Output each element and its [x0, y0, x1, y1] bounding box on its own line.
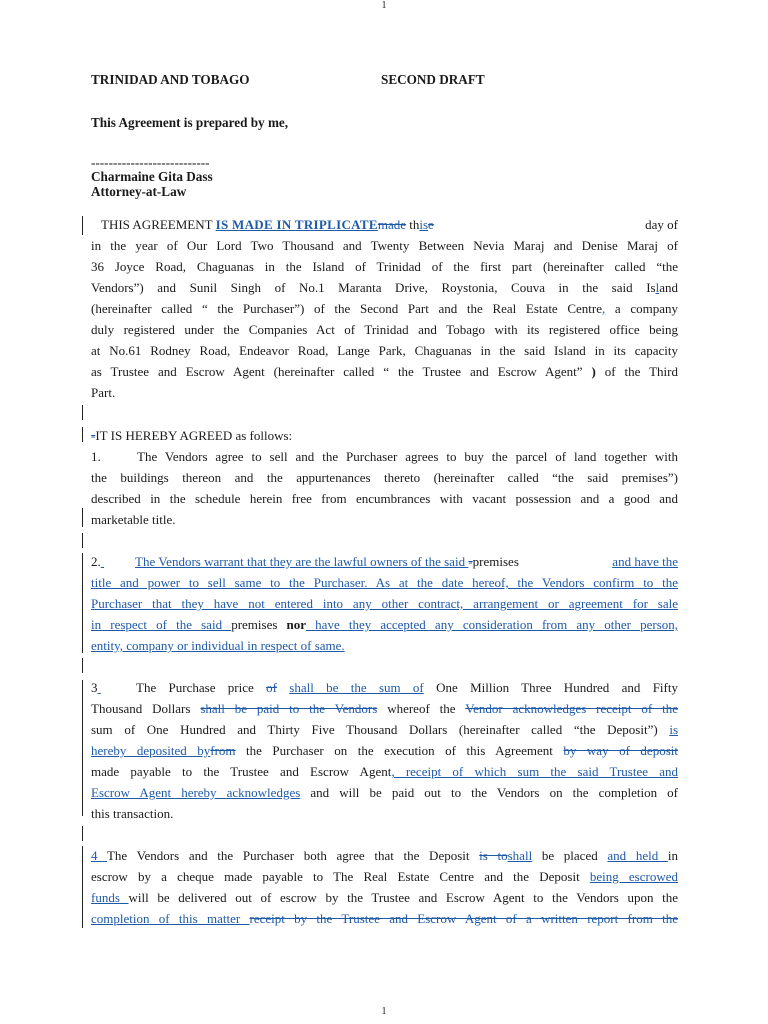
header-draft-label: SECOND DRAFT — [381, 72, 485, 87]
header-country: TRINIDAD AND TOBAGO — [91, 72, 250, 87]
clause-4-line-1: 4 The Vendors and the Purchaser both agree that the Deposit is toshall be placed and held in — [91, 848, 679, 863]
clause-1-line-3: described in the schedule herein free from encumbrances with vacant possession and a good and — [91, 491, 678, 506]
attorney-title: Attorney-at-Law — [91, 184, 187, 199]
clause-3-line-1: 3 The Purchase price of shall be the sum of One Million Three Hundred and Fifty — [91, 677, 678, 698]
clause-1-line-2: the buildings thereon and the appurtenances thereto (hereinafter called “the said premises”) — [91, 470, 678, 485]
intro-line-3: 36 Joyce Road, Chaguanas in the Island of Trinidad of the first part (hereinafter called “the — [91, 259, 678, 274]
clause-1-number: 1. — [91, 449, 101, 464]
page-number-bottom: 1 — [381, 1006, 387, 1017]
clause-1-line-1: 1. The Vendors agree to sell and the Purchaser agrees to buy the parcel of land together with — [91, 446, 678, 467]
clause-2-number: 2. — [91, 554, 101, 569]
clause-2-line-5: entity, company or individual in respect of same. — [91, 638, 345, 653]
clause-1-line-4: marketable title. — [91, 512, 176, 527]
clause-3-line-7: this transaction. — [91, 806, 174, 821]
clause-4-line-3: funds will be delivered out of escrow by the Trustee and Escrow Agent to the Vendors upon the — [91, 890, 679, 905]
clause-4-line-2: escrow by a cheque made payable to The Real Estate Centre and the Deposit being escrowed — [91, 869, 679, 884]
clause-3-number: 3 — [91, 680, 98, 695]
clause-4-line-4: completion of this matter receipt by the Trustee and Escrow Agent of a written report from the — [91, 911, 678, 926]
prepared-by-line: This Agreement is prepared by me, — [91, 115, 289, 130]
clause-3-line-2: Thousand Dollars shall be paid to the Vendors whereof the Vendor acknowledges receipt of the — [91, 701, 678, 716]
change-bar — [82, 216, 83, 235]
intro-line-1: THIS AGREEMENT IS MADE IN TRIPLICATEmade thise day of — [101, 217, 678, 232]
change-bar — [82, 405, 83, 420]
signature-line: --------------------------- — [91, 155, 210, 170]
agreed-heading: -IT IS HEREBY AGREED as follows: — [91, 428, 293, 443]
change-bar — [82, 680, 83, 816]
attorney-name: Charmaine Gita Dass — [91, 169, 213, 184]
clause-3-line-3: sum of One Hundred and Thirty Five Thousand Dollars (hereinafter called “the Deposit”) is — [91, 722, 678, 737]
clause-2-line-1: 2. The Vendors warrant that they are the lawful owners of the said -premises and have the — [91, 551, 678, 572]
change-bar — [82, 826, 83, 841]
intro-line-4: Vendors”) and Sunil Singh of No.1 Maranta Drive, Roystonia, Couva in the said Island — [91, 280, 678, 295]
change-bar — [82, 846, 83, 928]
change-bar — [82, 658, 83, 673]
clause-2-line-3: Purchaser that they have not entered into any other contract, arrangement or agreement for sale — [91, 596, 678, 611]
clause-3-line-5: made payable to the Trustee and Escrow Agent, receipt of which sum the said Trustee and — [91, 764, 679, 779]
change-bar — [82, 533, 83, 548]
change-bar — [82, 553, 83, 653]
clause-2-line-4: in respect of the said premises nor have they accepted any consideration from any other person, — [91, 617, 678, 632]
change-bar — [82, 427, 83, 442]
intro-line-7: at No.61 Rodney Road, Endeavor Road, Lange Park, Chaguanas in the said Island in its capacity — [91, 343, 678, 358]
intro-line-6: duly registered under the Companies Act of Trinidad and Tobago with its registered office being — [91, 322, 678, 337]
intro-line-8: as Trustee and Escrow Agent (hereinafter called “ the Trustee and Escrow Agent” ) of the Third — [91, 364, 679, 379]
clause-4-number: 4 — [91, 848, 107, 863]
intro-line-2: in the year of Our Lord Two Thousand and Twenty Between Nevia Maraj and Denise Maraj of — [91, 238, 678, 253]
clause-3-line-6: Escrow Agent hereby acknowledges and will be paid out to the Vendors on the completion of — [91, 785, 678, 800]
page-number-top: 1 — [381, 0, 387, 11]
change-bar — [82, 508, 83, 527]
intro-line-9: Part. — [91, 385, 116, 400]
clause-2-line-2: title and power to sell same to the Purchaser. As at the date hereof, the Vendors confirm to the — [91, 575, 678, 590]
clause-3-line-4: hereby deposited byfrom the Purchaser on the execution of this Agreement by way of deposit — [91, 743, 678, 758]
intro-line-5: (hereinafter called “ the Purchaser”) of the Second Part and the Real Estate Centre, a company — [91, 301, 678, 316]
